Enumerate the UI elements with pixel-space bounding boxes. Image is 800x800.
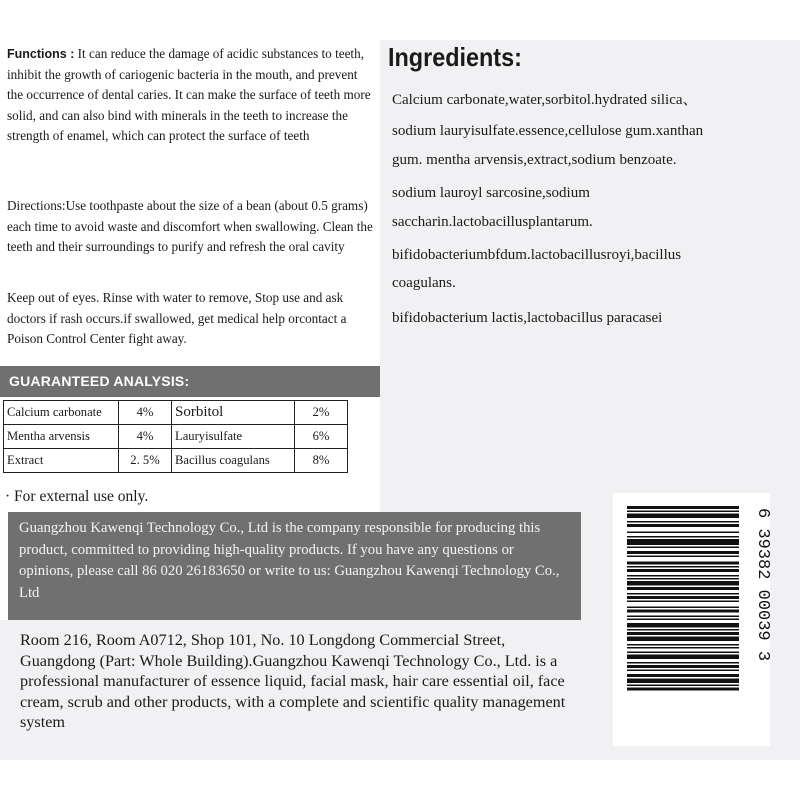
ingredient-line: saccharin.lactobacillusplantarum. xyxy=(392,214,593,230)
table-row xyxy=(4,401,348,425)
barcode-bar xyxy=(627,532,739,534)
barcode-bar xyxy=(627,506,739,509)
address-text: Room 216, Room A0712, Shop 101, No. 10 Longdong Commercial Street, Guangdong (Part: Whole Building).Guangzhou Kawenqi Technology Co., Ltd. is a professional manufacturer of essence liquid, facial mask, hair care essential oil, face cream, scrub and other products, with a complete and scientific quality management system xyxy=(20,631,566,731)
barcode-bar xyxy=(627,623,739,628)
directions-text: Directions:Use toothpaste about the size of a bean (about 0.5 grams) each time to avoid waste and discomfort when swallowing. Clean the teeth and their surroundings to purify and refresh the oral cavity xyxy=(7,198,373,254)
barcode-bar xyxy=(627,539,739,545)
table-cell: Bacillus coagulans xyxy=(172,449,295,473)
table-row xyxy=(4,425,348,449)
functions-body: It can reduce the damage of acidic substances to teeth, inhibit the growth of cariogenic bacteria in the mouth, and prevent the occurrence of dental caries. It can make the surface of teeth more solid, and can also bind with minerals in the teeth to increase the strength of enamel, which can protect the surface of teeth xyxy=(7,46,371,143)
company-info-box: Guangzhou Kawenqi Technology Co., Ltd is the company responsible for producing this product, committed to providing high-quality products. If you have any questions or opinions, please call 86 020 26183650 or write to us: Guangzhou Kawenqi Technology Co., Ltd xyxy=(8,512,581,620)
barcode-bar xyxy=(627,619,739,621)
barcode-bar xyxy=(627,556,739,558)
barcode-bar xyxy=(627,569,739,572)
barcode-bar xyxy=(627,514,739,519)
barcode-bars xyxy=(627,506,739,691)
barcode-bar xyxy=(627,551,739,554)
table-cell: Calcium carbonate xyxy=(4,401,119,425)
barcode-bar xyxy=(627,524,739,527)
ingredient-line: Calcium carbonate,water,sorbitol.hydrated silica、 xyxy=(392,92,698,108)
ingredients-title: Ingredients: xyxy=(388,42,522,72)
barcode-bar xyxy=(627,665,739,668)
barcode-bar xyxy=(627,593,739,595)
warning-text: Keep out of eyes. Rinse with water to remove, Stop use and ask doctors if rash occurs.if swallowed, get medical help orcontact a Poison Control Center fight away. xyxy=(7,290,347,346)
barcode-bar xyxy=(627,652,739,654)
analysis-table xyxy=(3,400,348,473)
barcode-bar xyxy=(627,547,739,549)
barcode-bar xyxy=(627,632,739,635)
table-cell: 6% xyxy=(295,425,348,449)
external-use-note: · For external use only. xyxy=(5,488,149,505)
ingredient-line: gum. mentha arvensis,extract,sodium benzoate. xyxy=(392,152,677,168)
barcode-bar xyxy=(627,616,739,618)
barcode-digits: 6 39382 00039 3 xyxy=(753,508,772,662)
table-cell: Sorbitol xyxy=(172,401,295,425)
barcode-bar xyxy=(627,521,739,523)
ingredient-line: sodium lauryisulfate.essence,cellulose gum.xanthan xyxy=(392,123,704,139)
barcode xyxy=(619,500,772,740)
barcode-bar xyxy=(627,629,739,631)
barcode-bar xyxy=(627,679,739,684)
functions-text xyxy=(7,44,375,147)
barcode-bar xyxy=(627,674,739,677)
barcode-bar xyxy=(627,581,739,586)
analysis-title: GUARANTEED ANALYSIS: xyxy=(0,366,380,397)
barcode-bar xyxy=(627,575,739,577)
barcode-bar xyxy=(627,536,739,538)
barcode-bar xyxy=(627,607,739,609)
ingredient-line: coagulans. xyxy=(392,275,456,291)
barcode-bar xyxy=(627,587,739,590)
table-cell: Lauryisulfate xyxy=(172,425,295,449)
barcode-bar xyxy=(627,670,739,672)
ingredient-line: bifidobacterium lactis,lactobacillus paracasei xyxy=(392,310,663,326)
barcode-bar xyxy=(627,562,739,565)
table-cell: Extract xyxy=(4,449,119,473)
table-cell: 4% xyxy=(119,425,172,449)
barcode-bar xyxy=(627,688,739,691)
barcode-bar xyxy=(627,655,739,660)
barcode-bar xyxy=(627,685,739,687)
barcode-bar xyxy=(627,610,739,613)
barcode-bar xyxy=(627,578,739,580)
table-row xyxy=(4,449,348,473)
ingredient-line: sodium lauroyl sarcosine,sodium xyxy=(392,185,590,201)
barcode-bar xyxy=(627,644,739,646)
barcode-bar xyxy=(627,601,739,603)
barcode-bar xyxy=(627,662,739,664)
table-cell: Mentha arvensis xyxy=(4,425,119,449)
barcode-bar xyxy=(627,596,739,599)
barcode-bar xyxy=(627,647,739,649)
table-cell: 2. 5% xyxy=(119,449,172,473)
table-cell: 4% xyxy=(119,401,172,425)
table-cell: 8% xyxy=(295,449,348,473)
barcode-bar xyxy=(627,511,739,513)
ingredient-line: bifidobacteriumbfdum.lactobacillusroyi,bacillus xyxy=(392,247,682,263)
table-cell: 2% xyxy=(295,401,348,425)
barcode-bar xyxy=(627,637,739,642)
functions-label: Functions : xyxy=(7,47,75,61)
barcode-bar xyxy=(627,566,739,568)
